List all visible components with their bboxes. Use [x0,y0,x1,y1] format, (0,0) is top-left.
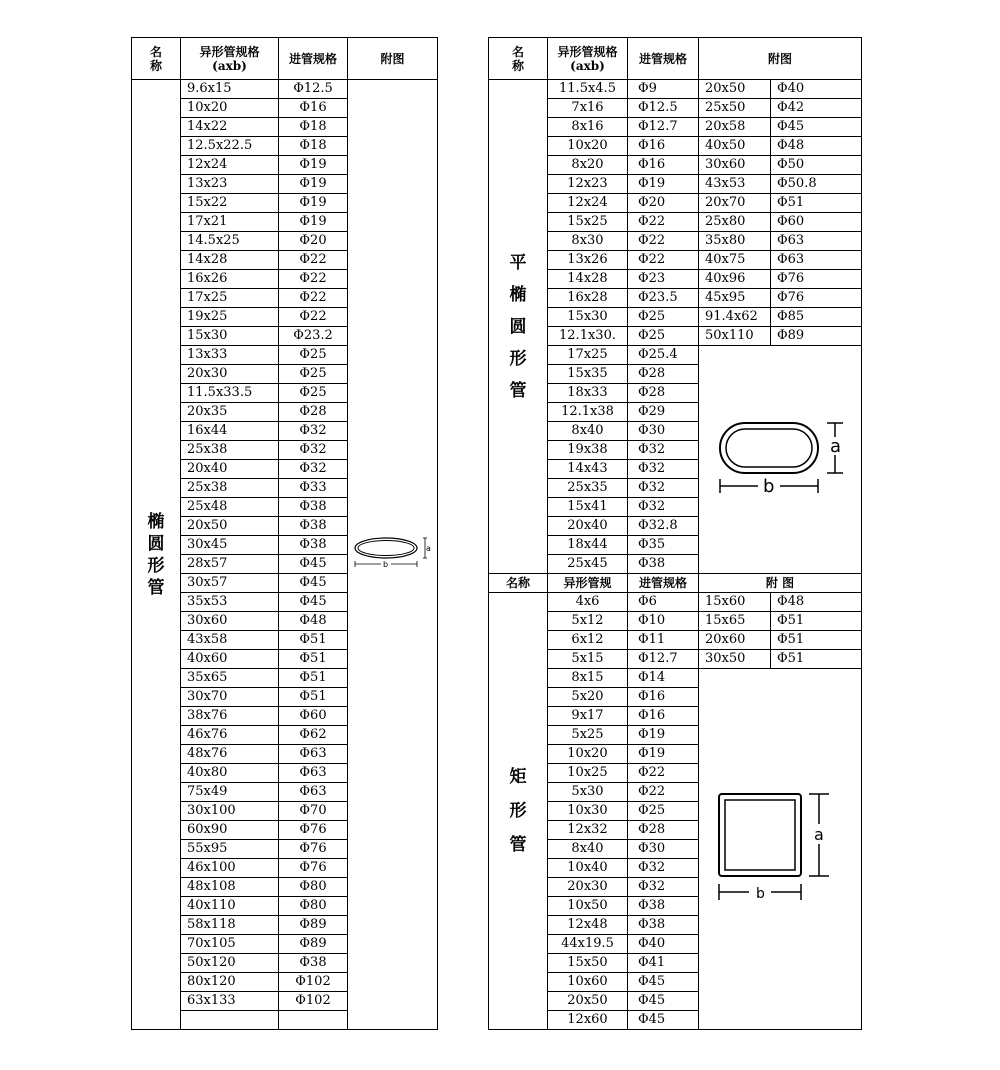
tube-size: 20x40 [181,460,279,479]
figure-cell [699,346,862,574]
header-pipe: 进管规格 [628,38,699,80]
tube-size: 70x105 [181,935,279,954]
tube-size: 25x48 [181,498,279,517]
pipe-size: Φ22 [628,783,699,802]
pipe-size: Φ40 [628,935,699,954]
tube-size: 12.5x22.5 [181,137,279,156]
pipe-size: Φ38 [279,954,348,973]
tube-size: 8x20 [548,156,628,175]
tube-size: 58x118 [181,916,279,935]
pipe-size: Φ32 [628,441,699,460]
pipe-size: Φ48 [771,593,862,612]
pipe-size: Φ51 [279,669,348,688]
pipe-size: Φ32 [628,460,699,479]
tube-size: 44x19.5 [548,935,628,954]
pipe-size: Φ80 [279,878,348,897]
category-label [489,593,548,1030]
tube-size: 13x23 [181,175,279,194]
tube-size: 7x16 [548,99,628,118]
empty-cell [279,1011,348,1030]
tube-size: 18x44 [548,536,628,555]
category-label [489,80,548,574]
tube-size: 15x50 [548,954,628,973]
category-char: 椭 [509,284,527,305]
dim-a-label: a [814,825,824,844]
tube-size: 10x50 [548,897,628,916]
pipe-size: Φ33 [279,479,348,498]
pipe-size: Φ30 [628,422,699,441]
pipe-size: Φ25 [279,346,348,365]
pipe-size: Φ32.8 [628,517,699,536]
header-name: 名称 [489,38,548,80]
tube-size: 35x80 [699,232,771,251]
tube-size: 16x26 [181,270,279,289]
pipe-size: Φ25.4 [628,346,699,365]
pipe-size: Φ28 [628,821,699,840]
tube-size: 13x26 [548,251,628,270]
pipe-size: Φ76 [771,270,862,289]
tube-size: 25x38 [181,441,279,460]
tube-size: 28x57 [181,555,279,574]
pipe-size: Φ20 [279,232,348,251]
tube-size: 30x70 [181,688,279,707]
tube-size: 12x32 [548,821,628,840]
pipe-size: Φ45 [628,1011,699,1030]
category-char: 矩 [509,767,527,787]
tube-size: 5x15 [548,650,628,669]
empty-cell [181,1011,279,1030]
tube-size: 14.5x25 [181,232,279,251]
pipe-size: Φ10 [628,612,699,631]
tube-size: 11.5x4.5 [548,80,628,99]
pipe-size: Φ63 [771,232,862,251]
pipe-size: Φ32 [279,441,348,460]
tube-size: 14x28 [181,251,279,270]
pipe-size: Φ38 [628,916,699,935]
tube-size: 40x110 [181,897,279,916]
pipe-size: Φ89 [771,327,862,346]
pipe-size: Φ6 [628,593,699,612]
pipe-size: Φ12.5 [279,80,348,99]
category-char: 形 [509,801,527,821]
pipe-size: Φ19 [628,726,699,745]
tube-size: 5x12 [548,612,628,631]
pipe-size: Φ16 [279,99,348,118]
pipe-size: Φ32 [628,479,699,498]
tube-size: 17x21 [181,213,279,232]
tube-size: 12x24 [548,194,628,213]
dim-a-label: a [425,543,431,553]
pipe-size: Φ89 [279,935,348,954]
dim-b-label: b [763,475,775,497]
tube-size: 13x33 [181,346,279,365]
pipe-size: Φ45 [279,593,348,612]
tube-size: 30x50 [699,650,771,669]
tube-size: 20x35 [181,403,279,422]
tube-size: 14x28 [548,270,628,289]
pipe-size: Φ89 [279,916,348,935]
tube-size: 63x133 [181,992,279,1011]
tube-size: 46x76 [181,726,279,745]
tube-size: 25x80 [699,213,771,232]
table-row [132,80,438,99]
tube-size: 48x108 [181,878,279,897]
tube-size: 48x76 [181,745,279,764]
pipe-size: Φ18 [279,137,348,156]
pipe-size: Φ23 [628,270,699,289]
pipe-size: Φ12.7 [628,118,699,137]
pipe-size: Φ19 [628,175,699,194]
pipe-size: Φ28 [628,365,699,384]
pipe-size: Φ38 [628,897,699,916]
tube-size: 6x12 [548,631,628,650]
pipe-size: Φ85 [771,308,862,327]
header-name: 名称 [132,38,181,80]
pipe-size: Φ63 [771,251,862,270]
tube-size: 8x40 [548,422,628,441]
pipe-size: Φ51 [279,688,348,707]
pipe-size: Φ102 [279,992,348,1011]
tube-size: 40x50 [699,137,771,156]
tube-size: 20x40 [548,517,628,536]
pipe-size: Φ76 [279,859,348,878]
tube-size: 43x58 [181,631,279,650]
tube-size: 45x95 [699,289,771,308]
pipe-size: Φ12.7 [628,650,699,669]
tube-size: 14x22 [181,118,279,137]
table-row [489,80,862,99]
pipe-size: Φ51 [279,631,348,650]
pipe-size: Φ11 [628,631,699,650]
tube-size: 10x60 [548,973,628,992]
pipe-size: Φ25 [628,327,699,346]
category-char: 形 [509,348,527,369]
tube-size: 8x15 [548,669,628,688]
tube-size: 25x38 [181,479,279,498]
tube-size: 19x38 [548,441,628,460]
dim-b-label: b [756,886,765,902]
pipe-size: Φ60 [279,707,348,726]
tube-size: 8x40 [548,840,628,859]
tube-size: 40x75 [699,251,771,270]
pipe-size: Φ63 [279,745,348,764]
pipe-size: Φ19 [279,194,348,213]
pipe-size: Φ19 [628,745,699,764]
tube-size: 4x6 [548,593,628,612]
tube-size: 40x80 [181,764,279,783]
pipe-size: Φ32 [279,460,348,479]
pipe-size: Φ32 [628,498,699,517]
tube-size: 30x100 [181,802,279,821]
pipe-size: Φ80 [279,897,348,916]
tube-size: 20x50 [548,992,628,1011]
figure-cell [348,80,438,1030]
pipe-size: Φ32 [628,859,699,878]
header-figure: 附 图 [699,574,862,593]
pipe-size: Φ63 [279,783,348,802]
category-char: 形 [147,555,165,576]
tube-size: 15x25 [548,213,628,232]
category-char: 圆 [147,533,165,554]
pipe-size: Φ45 [279,555,348,574]
pipe-size: Φ38 [628,555,699,574]
tube-size: 12.1x38 [548,403,628,422]
tube-size: 16x44 [181,422,279,441]
pipe-size: Φ50 [771,156,862,175]
tube-size: 15x60 [699,593,771,612]
figure-cell [699,669,862,1030]
category-label [132,80,181,1030]
tube-size: 50x120 [181,954,279,973]
tube-size: 20x60 [699,631,771,650]
pipe-size: Φ41 [628,954,699,973]
dim-a-label: a [830,435,842,457]
pipe-size: Φ51 [771,612,862,631]
pipe-size: Φ48 [771,137,862,156]
pipe-size: Φ18 [279,118,348,137]
pipe-size: Φ60 [771,213,862,232]
header-spec: 异形管规 [548,574,628,593]
tube-size: 19x25 [181,308,279,327]
tube-size: 25x35 [548,479,628,498]
pipe-size: Φ22 [628,213,699,232]
pipe-size: Φ51 [279,650,348,669]
pipe-size: Φ45 [628,973,699,992]
pipe-size: Φ45 [628,992,699,1011]
tube-size: 35x53 [181,593,279,612]
pipe-size: Φ45 [771,118,862,137]
pipe-size: Φ16 [628,156,699,175]
header-pipe: 进管规格 [279,38,348,80]
tube-size: 8x30 [548,232,628,251]
pipe-size: Φ25 [279,365,348,384]
header-name: 名称 [489,574,548,593]
tube-size: 20x30 [548,878,628,897]
table-row [489,593,862,612]
pipe-size: Φ51 [771,194,862,213]
tube-size: 20x50 [699,80,771,99]
pipe-size: Φ9 [628,80,699,99]
tube-size: 14x43 [548,460,628,479]
header-spec: 异形管规格 (axb) [181,38,279,80]
section-header [489,574,862,593]
pipe-size: Φ22 [279,289,348,308]
tube-size: 11.5x33.5 [181,384,279,403]
pipe-size: Φ19 [279,213,348,232]
tube-size: 8x16 [548,118,628,137]
tube-size: 80x120 [181,973,279,992]
pipe-size: Φ35 [628,536,699,555]
tube-size: 20x70 [699,194,771,213]
tube-size: 15x41 [548,498,628,517]
header-spec: 异形管规格 (axb) [548,38,628,80]
header-figure: 附图 [348,38,438,80]
tube-size: 5x20 [548,688,628,707]
tube-size: 10x20 [181,99,279,118]
pipe-size: Φ25 [279,384,348,403]
tube-size: 20x50 [181,517,279,536]
tube-size: 30x57 [181,574,279,593]
tube-size: 17x25 [548,346,628,365]
tube-size: 91.4x62 [699,308,771,327]
tube-size: 10x25 [548,764,628,783]
pipe-size: Φ16 [628,137,699,156]
pipe-size: Φ30 [628,840,699,859]
pipe-size: Φ20 [628,194,699,213]
tube-size: 40x60 [181,650,279,669]
pipe-size: Φ22 [279,270,348,289]
tube-size: 15x22 [181,194,279,213]
tube-size: 46x100 [181,859,279,878]
tube-size: 9.6x15 [181,80,279,99]
tube-size: 15x35 [548,365,628,384]
tube-size: 12x48 [548,916,628,935]
tube-size: 50x110 [699,327,771,346]
pipe-size: Φ38 [279,517,348,536]
flat-oval-tube-diagram [710,417,850,497]
pipe-size: Φ32 [279,422,348,441]
pipe-size: Φ14 [628,669,699,688]
pipe-size: Φ70 [279,802,348,821]
tube-size: 10x20 [548,745,628,764]
category-char: 管 [509,380,527,401]
tube-size: 25x45 [548,555,628,574]
pipe-size: Φ102 [279,973,348,992]
tube-size: 30x60 [699,156,771,175]
tube-size: 20x30 [181,365,279,384]
header-figure: 附图 [699,38,862,80]
pipe-size: Φ40 [771,80,862,99]
tube-size: 43x53 [699,175,771,194]
pipe-size: Φ19 [279,175,348,194]
pipe-size: Φ23.5 [628,289,699,308]
pipe-size: Φ22 [279,251,348,270]
pipe-size: Φ23.2 [279,327,348,346]
pipe-size: Φ45 [279,574,348,593]
pipe-size: Φ22 [628,232,699,251]
tube-size: 20x58 [699,118,771,137]
tube-size: 40x96 [699,270,771,289]
pipe-size: Φ19 [279,156,348,175]
tube-size: 18x33 [548,384,628,403]
pipe-size: Φ16 [628,688,699,707]
tube-size: 75x49 [181,783,279,802]
tube-size: 30x60 [181,612,279,631]
oval-tube-diagram [353,534,433,570]
pipe-size: Φ51 [771,650,862,669]
tube-size: 12x23 [548,175,628,194]
pipe-size: Φ38 [279,498,348,517]
category-char: 椭 [147,511,165,532]
tube-size: 30x45 [181,536,279,555]
tube-size: 9x17 [548,707,628,726]
pipe-size: Φ28 [279,403,348,422]
category-char: 圆 [509,316,527,337]
pipe-size: Φ22 [628,764,699,783]
pipe-size: Φ76 [771,289,862,308]
pipe-size: Φ42 [771,99,862,118]
dim-b-label: b [382,559,388,569]
tube-size: 12x60 [548,1011,628,1030]
tube-size: 15x30 [181,327,279,346]
rect-tube-diagram [705,786,855,906]
pipe-size: Φ32 [628,878,699,897]
tube-size: 10x30 [548,802,628,821]
header-pipe: 进管规格 [628,574,699,593]
pipe-size: Φ50.8 [771,175,862,194]
tube-size: 15x65 [699,612,771,631]
category-char: 管 [509,835,527,855]
pipe-size: Φ51 [771,631,862,650]
tube-size: 25x50 [699,99,771,118]
tube-size: 16x28 [548,289,628,308]
pipe-size: Φ76 [279,821,348,840]
pipe-size: Φ62 [279,726,348,745]
pipe-size: Φ25 [628,308,699,327]
tube-size: 12.1x30. [548,327,628,346]
pipe-size: Φ25 [628,802,699,821]
tube-size: 12x24 [181,156,279,175]
pipe-size: Φ38 [279,536,348,555]
pipe-size: Φ63 [279,764,348,783]
tube-size: 35x65 [181,669,279,688]
tube-size: 17x25 [181,289,279,308]
tube-size: 10x20 [548,137,628,156]
pipe-size: Φ28 [628,384,699,403]
tube-size: 38x76 [181,707,279,726]
oval-tube-table [131,37,438,1030]
tube-size: 10x40 [548,859,628,878]
tube-size: 55x95 [181,840,279,859]
pipe-size: Φ76 [279,840,348,859]
pipe-size: Φ48 [279,612,348,631]
pipe-size: Φ16 [628,707,699,726]
pipe-size: Φ22 [279,308,348,327]
tube-size: 5x30 [548,783,628,802]
flat-oval-rect-table [488,37,862,1030]
pipe-size: Φ12.5 [628,99,699,118]
category-char: 平 [509,252,527,273]
tube-size: 15x30 [548,308,628,327]
tube-size: 5x25 [548,726,628,745]
pipe-size: Φ22 [628,251,699,270]
category-char: 管 [147,577,165,598]
tube-size: 60x90 [181,821,279,840]
pipe-size: Φ29 [628,403,699,422]
